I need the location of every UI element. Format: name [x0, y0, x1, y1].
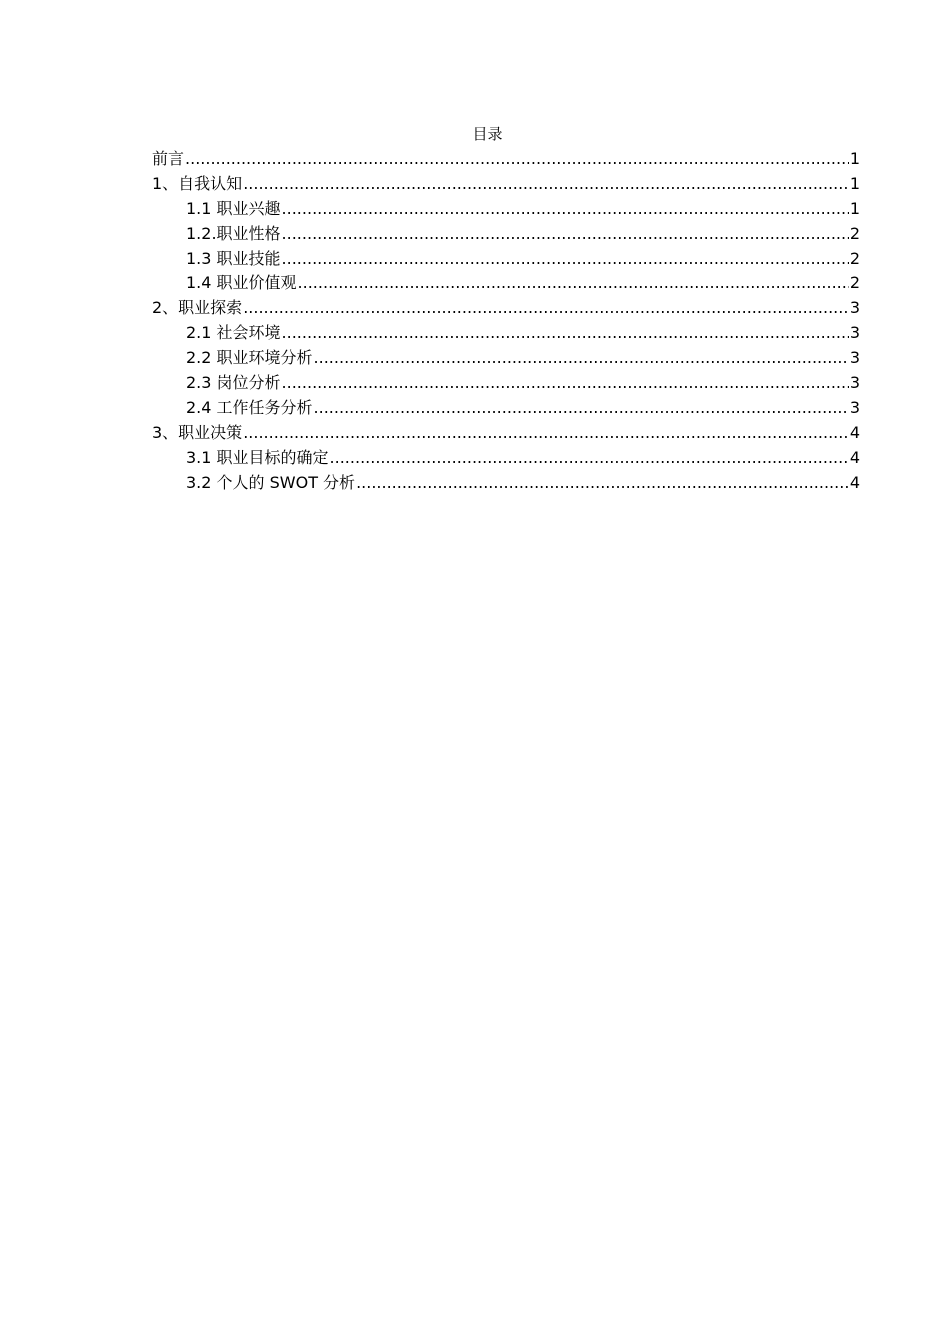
toc-dot-leader	[243, 421, 849, 446]
toc-entry-preface[interactable]	[152, 147, 860, 172]
toc-page-number: 3	[849, 348, 860, 368]
toc-entry-label: 2.3 岗位分析	[186, 373, 281, 393]
toc-entry-self-awareness[interactable]	[152, 172, 860, 197]
toc-entry-career-values[interactable]	[152, 271, 860, 296]
toc-page-number: 2	[849, 248, 860, 268]
toc-entry-social-environment[interactable]	[152, 321, 860, 346]
toc-entry-label: 前言	[152, 149, 185, 168]
toc-entry-label: 1.2.职业性格	[186, 223, 281, 243]
toc-page-number: 3	[849, 298, 860, 318]
toc-dot-leader	[282, 197, 849, 222]
toc-entry-career-personality[interactable]	[152, 222, 860, 247]
toc-dot-leader	[314, 346, 849, 371]
toc-page-number: 4	[849, 472, 860, 492]
toc-dot-leader	[282, 222, 849, 247]
toc-dot-leader	[314, 396, 849, 421]
toc-page-number: 4	[849, 422, 860, 442]
toc-page-number: 3	[849, 397, 860, 417]
toc-dot-leader	[243, 172, 849, 197]
toc-entry-label: 2.1 社会环境	[186, 323, 281, 343]
toc-entry-label: 3.2 个人的 SWOT 分析	[186, 472, 356, 492]
toc-dot-leader	[282, 247, 849, 272]
toc-entry-label: 2、职业探索	[152, 298, 243, 318]
toc-entry-career-exploration[interactable]	[152, 296, 860, 321]
toc-entry-career-goal[interactable]	[152, 446, 860, 471]
toc-dot-leader	[298, 271, 849, 296]
toc-dot-leader	[356, 471, 849, 496]
toc-entry-label: 1、自我认知	[152, 173, 243, 193]
toc-dot-leader	[185, 147, 849, 172]
toc-entry-label: 1.1 职业兴趣	[186, 198, 281, 218]
toc-page-number: 3	[849, 373, 860, 393]
toc-page-number: 2	[849, 273, 860, 293]
toc-dot-leader	[243, 296, 849, 321]
toc-entry-label: 1.3 职业技能	[186, 248, 281, 268]
toc-entry-label: 1.4 职业价值观	[186, 273, 297, 293]
toc-entry-swot-analysis[interactable]	[152, 471, 860, 496]
toc-dot-leader	[282, 321, 849, 346]
toc-entry-label: 2.2 职业环境分析	[186, 348, 313, 368]
toc-page-number: 3	[849, 323, 860, 343]
toc-entry-label: 3、职业决策	[152, 422, 243, 442]
toc-dot-leader	[282, 371, 849, 396]
toc-entry-career-decision[interactable]	[152, 421, 860, 446]
toc-entry-career-interest[interactable]	[152, 197, 860, 222]
toc-page-number: 4	[849, 447, 860, 467]
toc-dot-leader	[330, 446, 849, 471]
toc-page-number: 1	[849, 198, 860, 218]
toc-page-number: 1	[849, 149, 860, 168]
toc-entry-label: 2.4 工作任务分析	[186, 397, 313, 417]
toc-entry-career-environment-analysis[interactable]	[152, 346, 860, 371]
table-of-contents	[152, 147, 860, 495]
toc-page-number: 2	[849, 223, 860, 243]
toc-entry-label: 3.1 职业目标的确定	[186, 447, 329, 467]
toc-entry-career-skills[interactable]	[152, 247, 860, 272]
toc-page-number: 1	[849, 173, 860, 193]
toc-entry-work-task-analysis[interactable]	[152, 396, 860, 421]
toc-title: 目录	[472, 125, 503, 143]
toc-entry-position-analysis[interactable]	[152, 371, 860, 396]
